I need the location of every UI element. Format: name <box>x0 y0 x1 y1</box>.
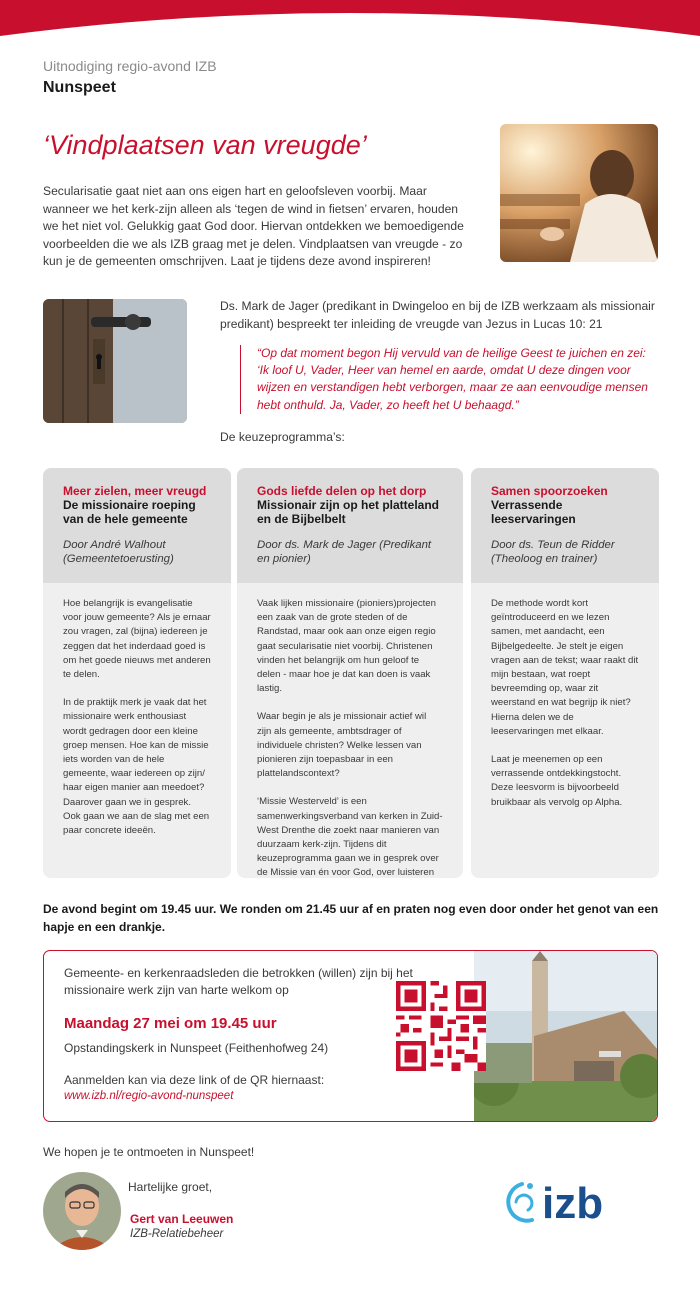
door-photo <box>43 299 187 423</box>
signer-role: IZB-Relatiebeheer <box>130 1228 224 1240</box>
program-title: Verrassende leeservaringen <box>491 498 576 526</box>
church-photo <box>474 951 658 1122</box>
program-paragraph: Laat je meenemen op een verrassende ontdekkingstocht. Deze leesvorm is bijvoorbeeld bruikbaar als vervolg op Alpha. <box>491 754 623 808</box>
qr-code[interactable] <box>396 981 486 1071</box>
program-paragraph: In de praktijk merk je vaak dat het missionaire werk enthousiast wordt gedragen door een kleine groep mensen. Hoe kan de missie iets worden van de hele gemeente, waar iedereen op zijn/ haar eigen manier aan meedoet? Daarover gaan we in gesprek. Ook gaan we aan de slag met een paar concrete ideeën. <box>63 697 210 837</box>
bible-quote: “Op dat moment begon Hij vervuld van de heilige Geest te juichen en zei: ‘Ik loof U, Vader, Heer van hemel en aarde, omdat U deze dingen voor wijzen en verstandigen hebt verborgen, maar ze aan eenvoudige mensen hebt onthuld. Ja, Vader, zo heeft het U behaagd.” <box>240 345 660 414</box>
program-paragraph: ‘Missie Westerveld’ is een samenwerkingsverband van kerken in Zuid-West Drenthe die zoekt naar manieren van duurzaam kerk-zijn. Tijdens dit keuzeprogramma gaan we in gesprek over de Missie van én voor God, over luisteren <box>257 796 443 878</box>
logo-wordmark: izb <box>542 1179 604 1228</box>
program-subtitle: Meer zielen, meer vreugd <box>63 484 207 498</box>
program-card-1 <box>43 468 231 878</box>
program-paragraph: Vaak lijken missionaire (pioniers)projecten een zaak van de grote steden of de Randstad, maar ook aan onze eigen regio gaat secularisatie niet voorbij. Christenen vinden het belangrijk om hun geloof te delen - maar hoe je dat kan doen is vaak lastig. <box>257 598 436 695</box>
closing-hope: We hopen je te ontmoeten in Nunspeet! <box>43 1145 255 1159</box>
speaker-intro: Ds. Mark de Jager (predikant in Dwingeloo en bij de IZB werkzaam als missionair predikant) bespreekt ter inleiding de vreugde van Jezus in Lucas 10: 21 <box>220 299 655 331</box>
praying-photo <box>500 124 658 262</box>
izb-logo <box>498 1172 638 1232</box>
program-subtitle: Samen spoorzoeken <box>491 484 608 498</box>
intro-paragraph: Secularisatie gaat niet aan ons eigen hart en geloofsleven voorbij. Maar wanneer we het kerk-zijn alleen als ‘tegen de wind in fietsen’ ervaren, houden we het niet vol. Gelukkig gaat God door. Hiervan ontdekken we bemoedigende voorbeelden die we als IZB graag met je delen. Vindplaatsen van vreugde - zo kun je de gemeenten omschrijven. Laat je tijdens deze avond inspireren! <box>43 184 464 268</box>
program-presenter: Door ds. Teun de Ridder (Theoloog en trainer) <box>491 539 615 565</box>
registration-link[interactable]: www.izb.nl/regio-avond-nunspeet <box>64 1090 234 1102</box>
avatar <box>43 1172 121 1250</box>
page-title: ‘Vindplaatsen van vreugde’ <box>43 130 367 160</box>
program-title: De missionaire roeping van de hele gemeente <box>63 498 196 526</box>
invite-date: Maandag 27 mei om 19.45 uur <box>64 1015 277 1032</box>
program-presenter: Door ds. Mark de Jager (Predikant en pionier) <box>257 539 432 565</box>
program-title: Missionair zijn op het platteland en de Bijbelbelt <box>257 498 440 526</box>
program-presenter: Door André Walhout (Gemeentetoerusting) <box>63 539 174 565</box>
header-wave <box>0 0 700 60</box>
program-card-3 <box>471 468 659 878</box>
program-paragraph: Waar begin je als je missionair actief wil zijn als gemeente, ambtsdrager of individuele christen? Welke lessen van pionieren zijn toepasbaar in een plattelandscontext? <box>257 711 427 780</box>
closing-greeting: Hartelijke groet, <box>128 1180 213 1194</box>
invite-text: Gemeente- en kerkenraadsleden die betrokken (willen) zijn bij het missionaire werk zijn van harte welkom op <box>64 966 413 997</box>
invite-box <box>43 950 658 1122</box>
program-subtitle: Gods liefde delen op het dorp <box>257 484 427 498</box>
invite-place: Opstandingskerk in Nunspeet (Feithenhofweg 24) <box>64 1041 329 1055</box>
program-paragraph: De methode wordt kort geïntroduceerd en we lezen samen, met aandacht, een Bijbelgedeelte. Je stelt je eigen vragen aan de tekst; waar raakt dit mijn bestaan, wat roept bevreemding op, waar zit weerstand en wat begrijp ik niet? Hierna delen we de leeservaringen met elkaar. <box>491 598 639 737</box>
choices-label: De keuzeprogramma’s: <box>220 430 345 444</box>
signer-name: Gert van Leeuwen <box>130 1212 234 1226</box>
header-location: Nunspeet <box>43 79 116 96</box>
evening-info: De avond begint om 19.45 uur. We ronden om 21.45 uur af en praten nog even door onder het genot van een hapje en een drankje. <box>43 902 659 934</box>
program-card-2 <box>237 468 463 878</box>
invite-register: Aanmelden kan via deze link of de QR hiernaast: <box>64 1073 325 1087</box>
header-subtitle: Uitnodiging regio-avond IZB <box>43 58 217 74</box>
program-paragraph: Hoe belangrijk is evangelisatie voor jouw gemeente? Als je ernaar zou vragen, zal (bijna) iedereen je zeggen dat het inderdaad goed is om het goede nieuws met anderen te delen. <box>63 598 211 681</box>
